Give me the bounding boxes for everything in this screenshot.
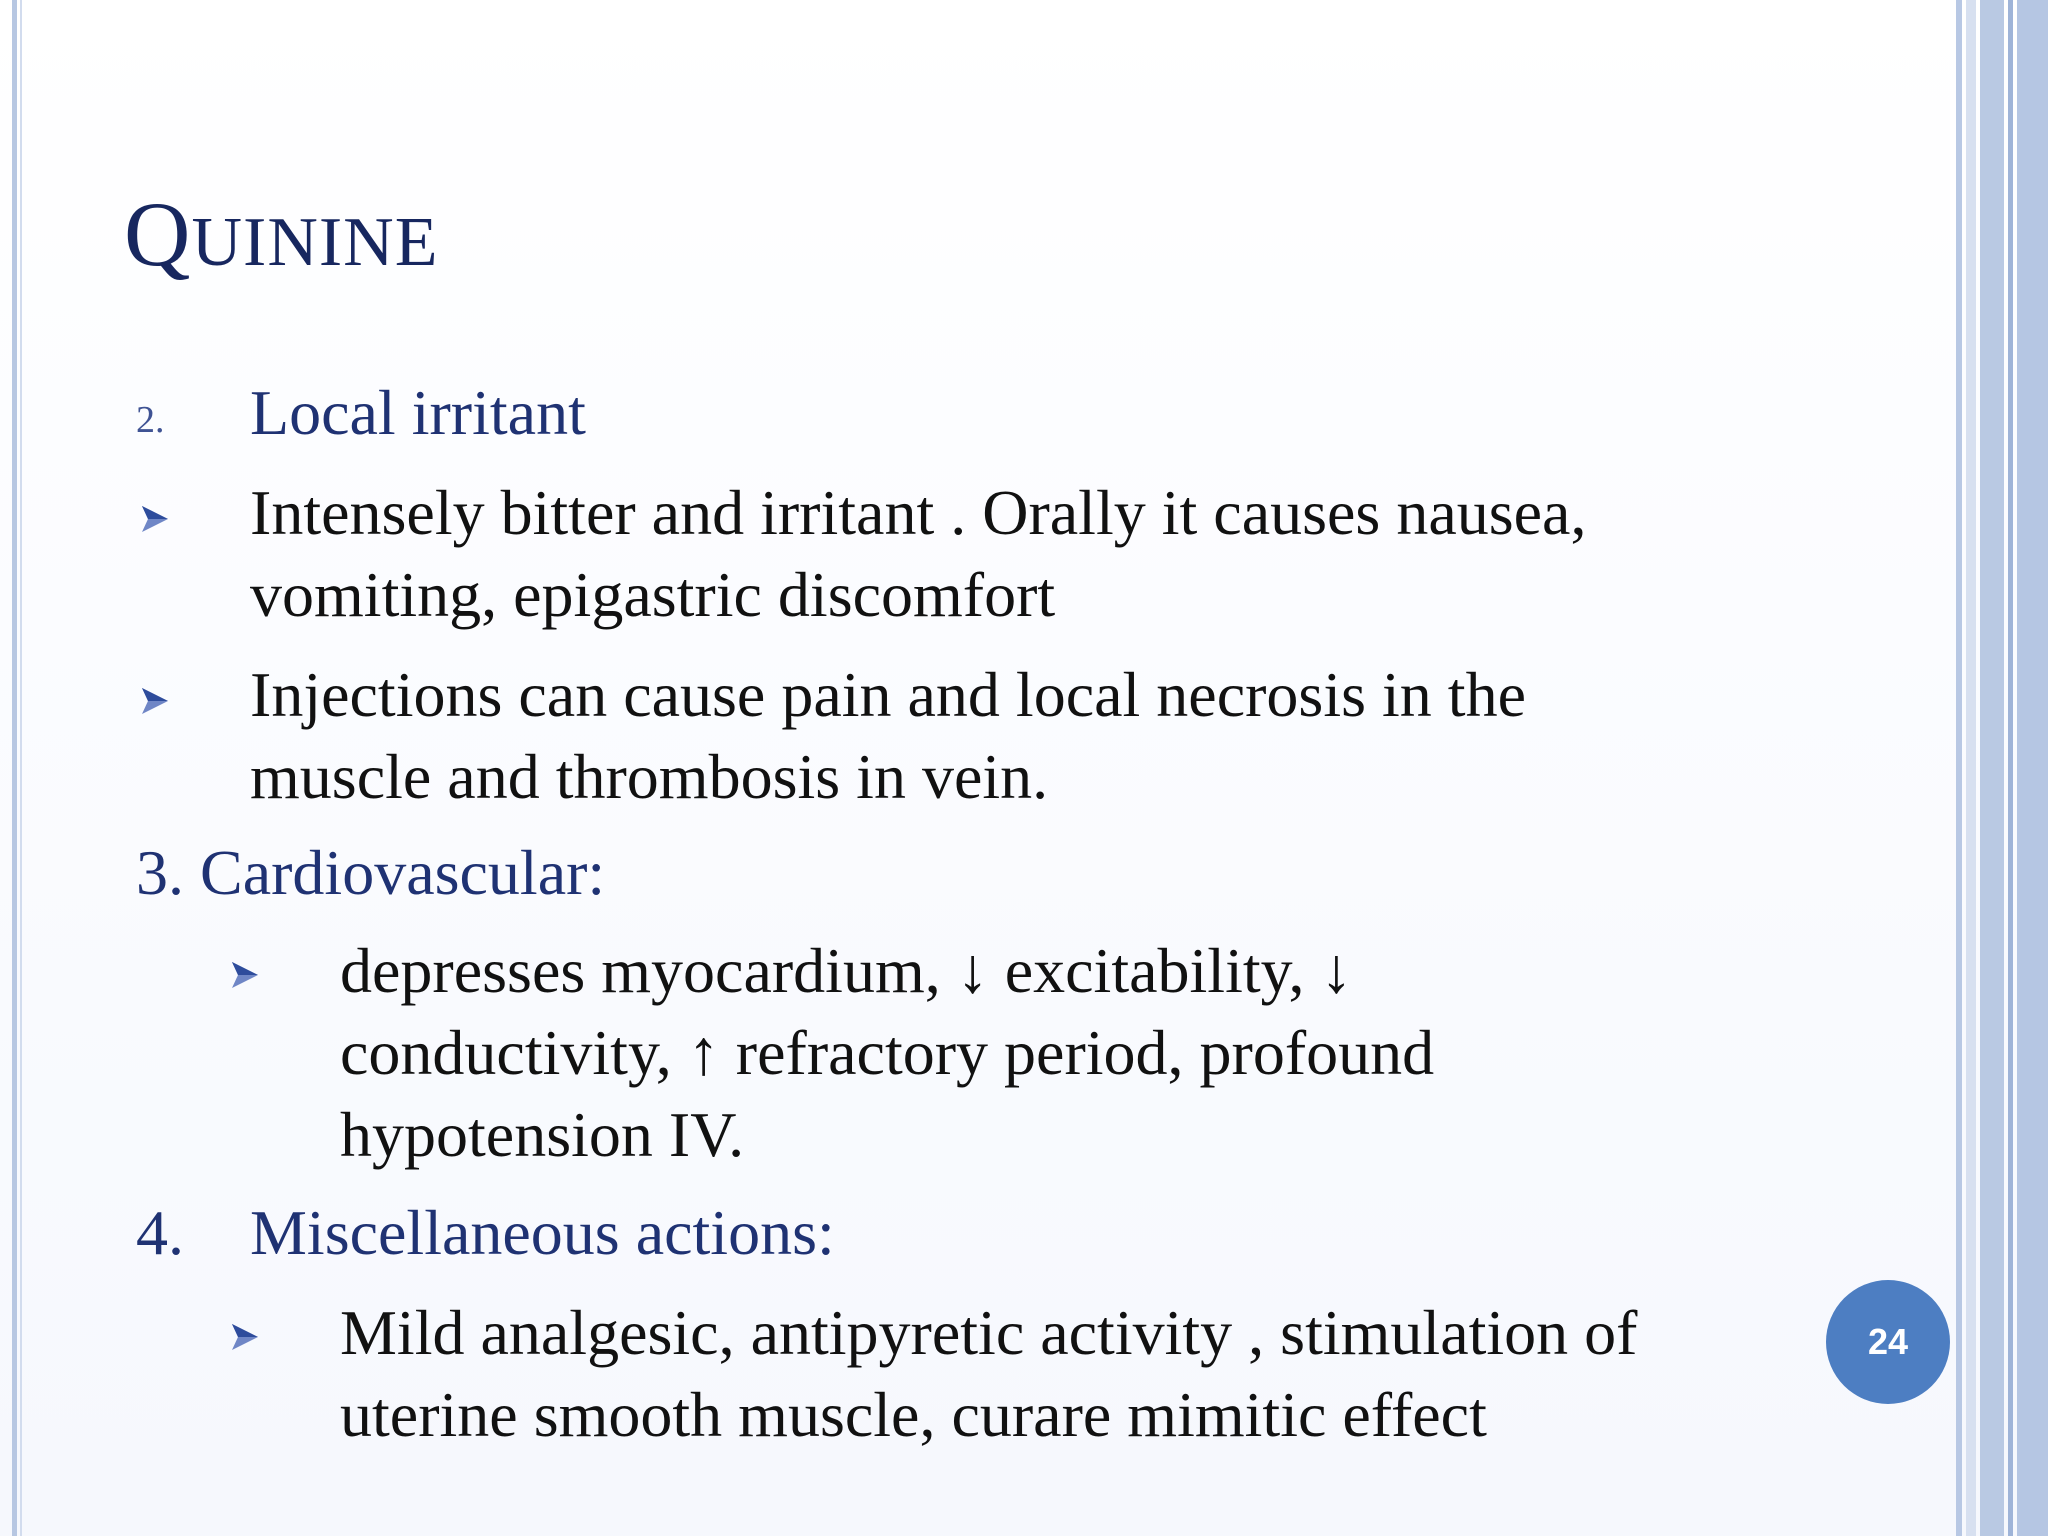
right-border-strip bbox=[2017, 0, 2048, 1536]
item-heading-local-irritant: Local irritant bbox=[250, 377, 586, 448]
bullet-line: conductivity, ↑ refractory period, profound bbox=[340, 1017, 1435, 1088]
title-initial: Q bbox=[124, 183, 192, 285]
bullet-line: vomiting, epigastric discomfort bbox=[250, 559, 1056, 630]
bullet-line: muscle and thrombosis in vein. bbox=[250, 741, 1049, 812]
bullet-text bbox=[340, 1292, 1637, 1456]
arrowhead-bullet-icon bbox=[230, 960, 260, 990]
right-border-strip bbox=[1966, 0, 1976, 1536]
slide-title bbox=[124, 183, 439, 285]
right-border-strip bbox=[1956, 0, 1962, 1536]
right-border-strip bbox=[1980, 0, 2004, 1536]
left-border-strip bbox=[12, 0, 17, 1536]
bullet-line: uterine smooth muscle, curare mimitic effect bbox=[340, 1379, 1487, 1450]
bullet-line: Mild analgesic, antipyretic activity , stimulation of bbox=[340, 1297, 1638, 1368]
bullet-line: Injections can cause pain and local necrosis in the bbox=[250, 659, 1526, 730]
item-heading-cardiovascular bbox=[136, 836, 605, 910]
item-heading-miscellaneous: Miscellaneous actions: bbox=[250, 1197, 835, 1268]
arrowhead-bullet-icon bbox=[230, 1322, 260, 1352]
item-number: 3. bbox=[136, 837, 184, 908]
left-border-strip-thin bbox=[20, 0, 22, 1536]
bullet-text bbox=[340, 930, 1434, 1176]
arrowhead-bullet-icon bbox=[140, 686, 170, 716]
bullet-line: hypotension IV. bbox=[340, 1099, 745, 1170]
bullet-line: depresses myocardium, ↓ excitability, ↓ bbox=[340, 935, 1353, 1006]
right-border-strip bbox=[2008, 0, 2013, 1536]
bullet-text bbox=[250, 472, 1586, 636]
item-number: 2. bbox=[136, 399, 165, 441]
title-rest: UININE bbox=[191, 204, 439, 281]
bullet-line: Intensely bitter and irritant . Orally it causes nausea, bbox=[250, 477, 1587, 548]
item-heading-text: Cardiovascular: bbox=[200, 837, 606, 908]
item-number: 4. bbox=[136, 1197, 184, 1268]
bullet-text bbox=[250, 654, 1526, 818]
arrowhead-bullet-icon bbox=[140, 504, 170, 534]
page-number-badge: 24 bbox=[1826, 1280, 1950, 1404]
